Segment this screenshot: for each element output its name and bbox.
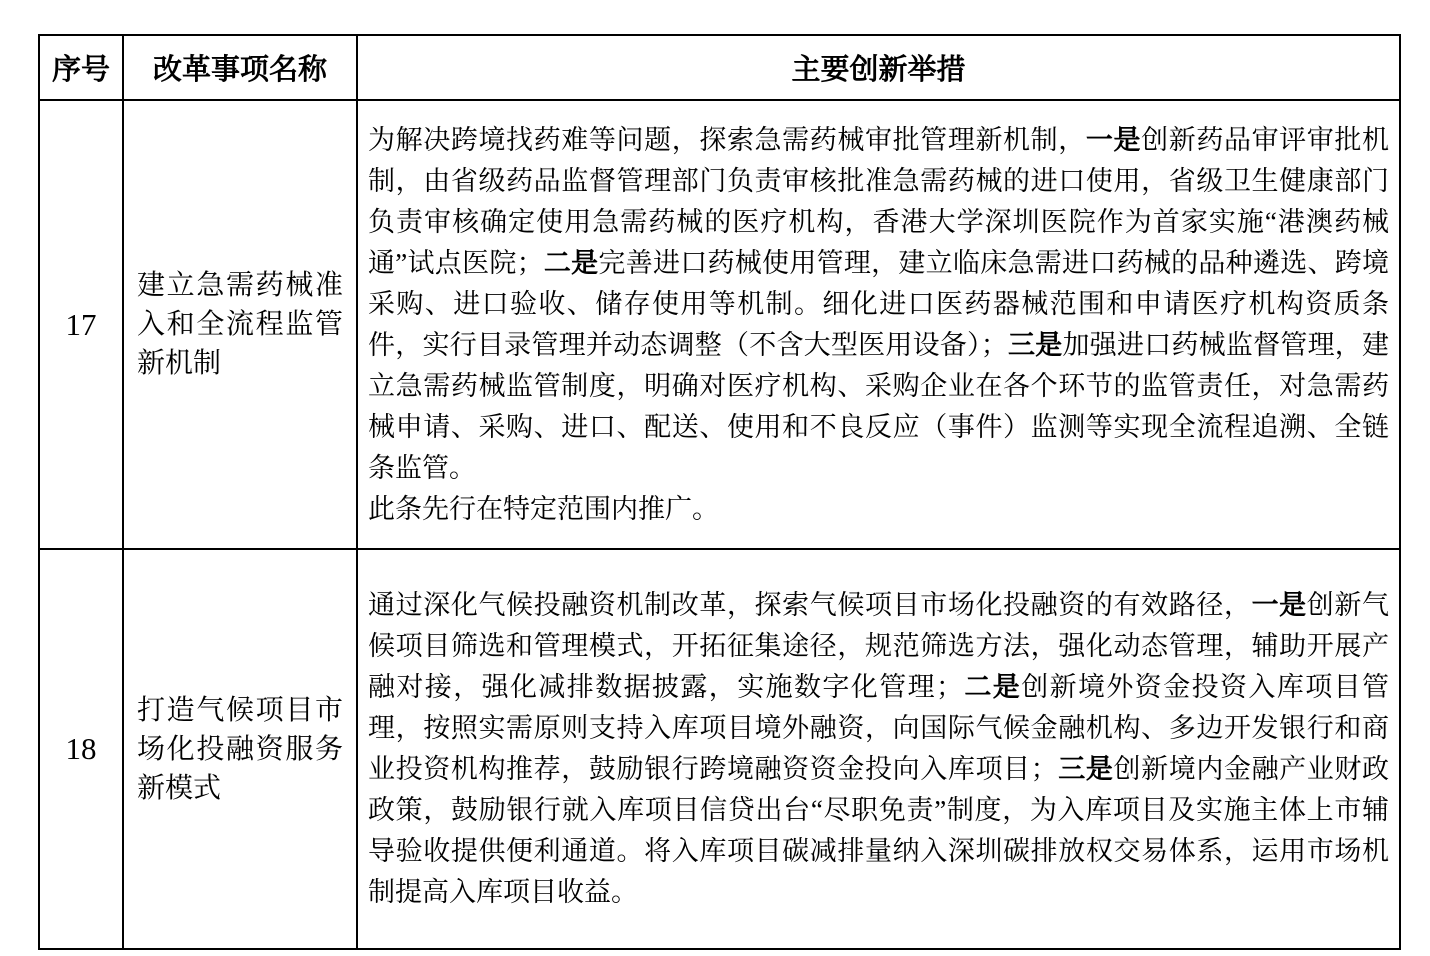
- header-cell-name: 改革事项名称: [123, 35, 357, 100]
- header-cell-seq: 序号: [39, 35, 123, 100]
- reform-item-name: 建立急需药械准入和全流程监管新机制: [123, 100, 357, 549]
- measure-paragraph: [368, 120, 1389, 489]
- measure-text: 为解决跨境找药难等问题，探索急需药械审批管理新机制，: [368, 124, 1086, 155]
- measure-text: 创新气候项目筛选和管理模式，开拓征集途径，规范筛选方法，强化动态管理，辅助开展产融对接，强化减排数据披露，实施数字化管理；: [368, 590, 1390, 702]
- emphasis-marker: 二是: [543, 247, 599, 278]
- emphasis-marker: 一是: [1085, 124, 1142, 155]
- reform-measures-table: [38, 34, 1401, 950]
- emphasis-marker: 三是: [1057, 754, 1114, 784]
- emphasis-marker: 一是: [1251, 590, 1307, 620]
- row-number: 17: [39, 100, 123, 549]
- emphasis-marker: 三是: [1007, 329, 1063, 360]
- measure-text: 加强进口药械监督管理，建立急需药械监管制度，明确对医疗机构、采购企业在各个环节的监管责任，对急需药械申请、采购、进口、配送、使用和不良反应（事件）监测等实现全流程追溯、全链条监管。: [368, 329, 1390, 483]
- measure-text: 此条先行在特定范围内推广。: [368, 493, 719, 524]
- header-cell-measures: 主要创新举措: [357, 35, 1400, 100]
- measure-paragraph: [368, 489, 1389, 530]
- measure-text: 创新药品审评审批机制，由省级药品监督管理部门负责审核批准急需药械的进口使用，省级卫生健康部门负责审核确定使用急需药械的医疗机构，香港大学深圳医院作为首家实施“港澳药械通”试点医院；: [368, 124, 1390, 278]
- measure-text: 完善进口药械使用管理，建立临床急需进口药械的品种遴选、跨境采购、进口验收、储存使用等机制。细化进口医药器械范围和申请医疗机构资质条件，实行目录管理并动态调整（不含大型医用设备）；: [368, 247, 1389, 360]
- measure-paragraph: [368, 585, 1389, 913]
- measure-text: 创新境外资金投资入库项目管理，按照实需原则支持入库项目境外融资，向国际气候金融机构、多边开发银行和商业投资机构推荐，鼓励银行跨境融资资金投向入库项目；: [368, 672, 1390, 784]
- reform-item-name: 打造气候项目市场化投融资服务新模式: [123, 549, 357, 949]
- measure-text: 创新境内金融产业财政政策，鼓励银行就入库项目信贷出台“尽职免责”制度，为入库项目及实施主体上市辅导验收提供便利通道。将入库项目碳减排量纳入深圳碳排放权交易体系，运用市场机制提高入库项目收益。: [368, 754, 1390, 907]
- table-row: [39, 549, 1400, 949]
- emphasis-marker: 二是: [963, 672, 1022, 702]
- table-row: [39, 100, 1400, 549]
- row-number: 18: [39, 549, 123, 949]
- measure-text: 通过深化气候投融资机制改革，探索气候项目市场化投融资的有效路径，: [368, 590, 1252, 620]
- header-row: [39, 35, 1400, 100]
- measures-cell: [357, 549, 1400, 949]
- measures-cell: [357, 100, 1400, 549]
